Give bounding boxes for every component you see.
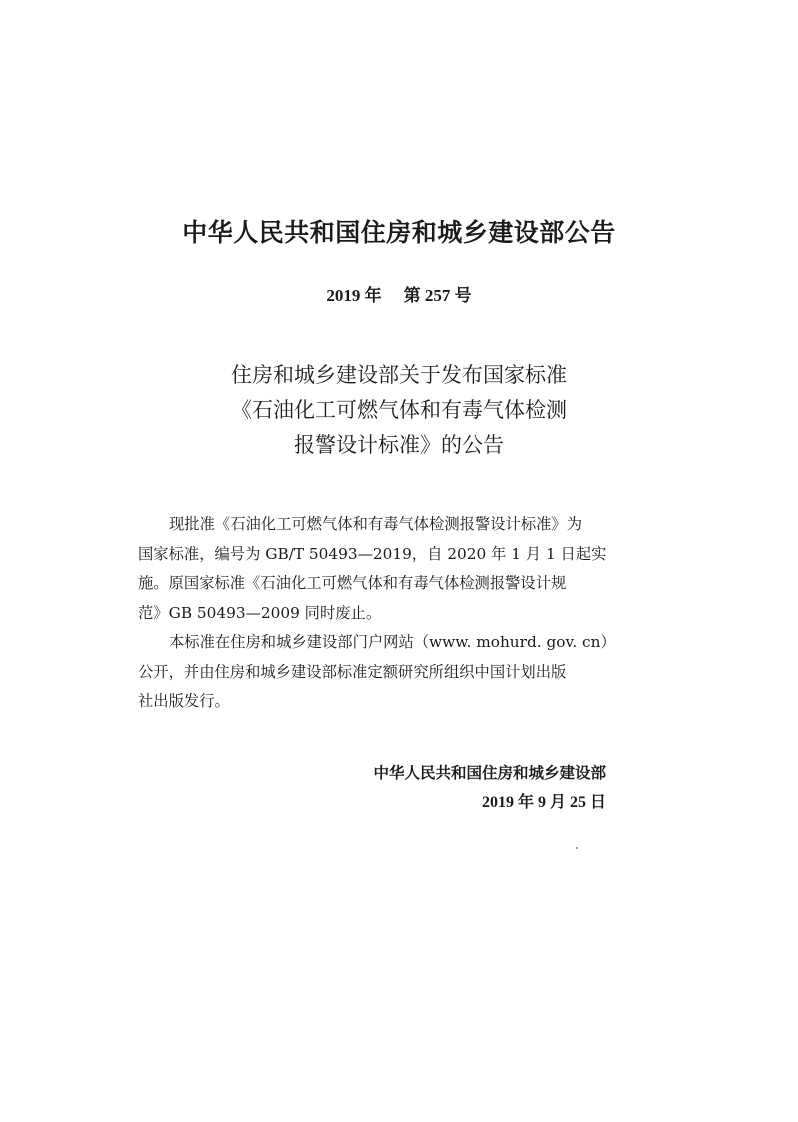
issue-number bbox=[0, 282, 798, 310]
body-line: 施。原国家标准《石油化工可燃气体和有毒气体检测报警设计规 bbox=[138, 574, 567, 592]
announcement-subtitle bbox=[0, 358, 798, 463]
issue-year: 2019 年 bbox=[326, 286, 382, 305]
body-line: 国家标准，编号为 GB/T 50493—2019，自 2020 年 1 月 1 日起实 bbox=[138, 544, 607, 563]
body-line: 范》GB 50493—2009 同时废止。 bbox=[138, 603, 382, 622]
body-line: 社出版发行。 bbox=[138, 692, 230, 710]
subtitle-line: 住房和城乡建设部关于发布国家标准 bbox=[231, 363, 567, 387]
announcement-title: 中华人民共和国住房和城乡建设部公告 bbox=[182, 218, 616, 247]
subtitle-line: 《石油化工可燃气体和有毒气体检测 bbox=[231, 398, 567, 422]
issue-date: 2019 年 9 月 25 日 bbox=[481, 794, 606, 811]
body-line: 公开，并由住房和城乡建设部标准定额研究所组织中国计划出版 bbox=[138, 662, 567, 681]
issuer-name: 中华人民共和国住房和城乡建设部 bbox=[373, 764, 606, 782]
signature-block bbox=[373, 758, 606, 818]
announcement-body bbox=[138, 510, 660, 717]
subtitle-line: 报警设计标准》的公告 bbox=[294, 433, 504, 457]
issue-serial: 第 257 号 bbox=[403, 286, 472, 305]
scan-speck bbox=[576, 847, 578, 849]
body-line: 本标准在住房和城乡建设部门户网站（www. mohurd. gov. cn） bbox=[169, 633, 616, 651]
body-line: 现批准《石油化工可燃气体和有毒气体检测报警设计标准》为 bbox=[169, 515, 583, 533]
